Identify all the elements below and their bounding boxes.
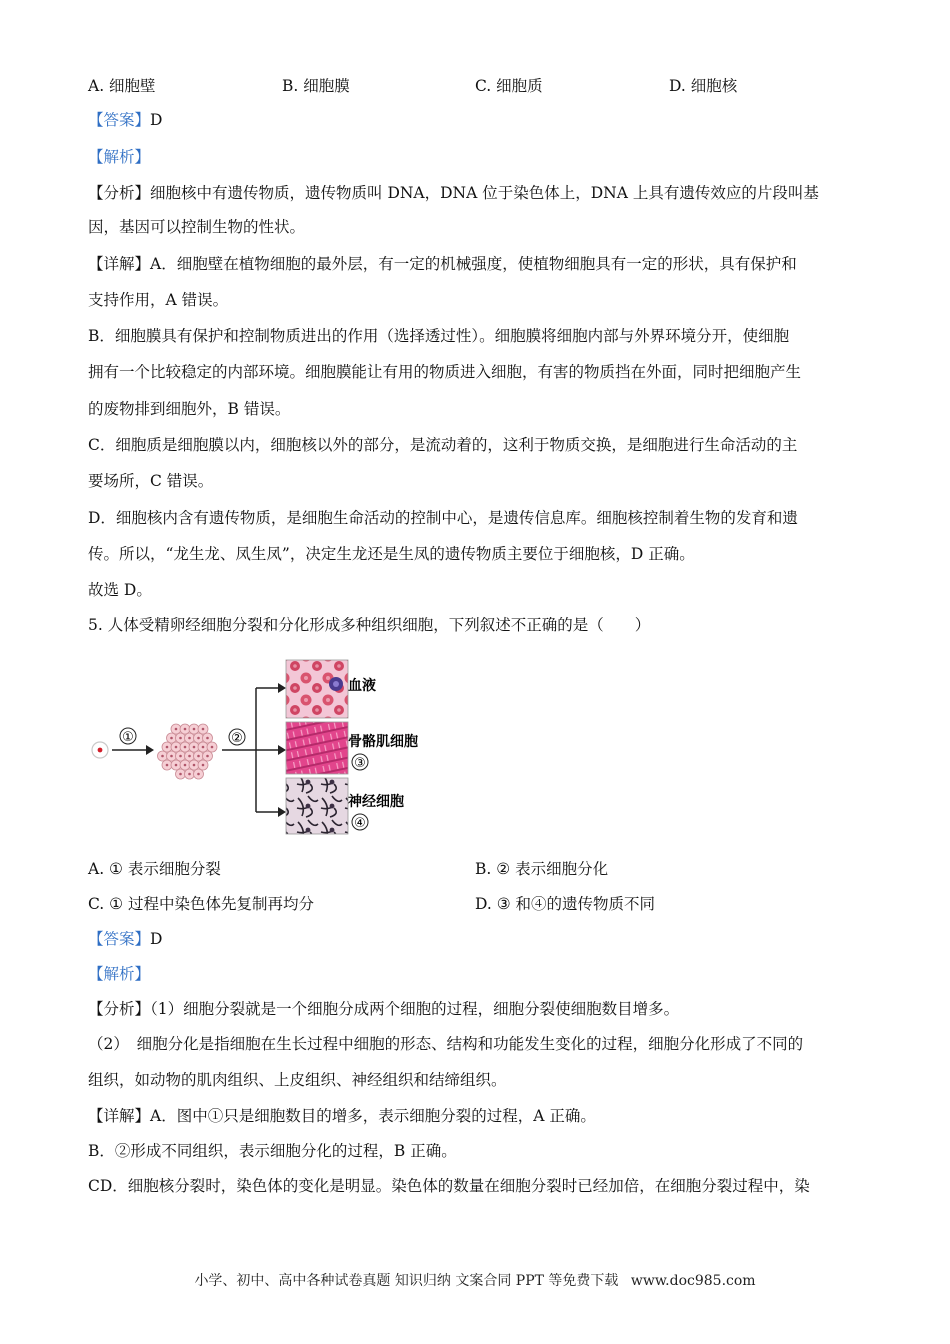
- label-nerve-num: ④: [354, 816, 366, 831]
- label-nerve: 神经细胞: [348, 794, 404, 810]
- zygote-icon: [92, 742, 108, 758]
- cell-differentiation-figure: [80, 650, 480, 840]
- q4-conclusion: 故选 D。: [88, 581, 152, 599]
- cluster-cell-nucleus: [193, 746, 196, 749]
- xiangjie-tag: 【详解】: [88, 1107, 151, 1125]
- cluster-cell-nucleus: [161, 755, 164, 758]
- q4-detail-b-line3: 的废物排到细胞外，B 错误。: [88, 400, 291, 418]
- cluster-cell-nucleus: [175, 746, 178, 749]
- label-muscle-num: ③: [354, 756, 366, 771]
- cluster-cell-nucleus: [184, 728, 187, 731]
- cluster-cell-nucleus: [197, 737, 200, 740]
- label-muscle: 骨骼肌细胞: [348, 734, 418, 750]
- q5-option-d: D. ③ 和④的遗传物质不同: [475, 895, 656, 913]
- fenxi-tag: 【分析】: [88, 184, 151, 202]
- footer-url[interactable]: www.doc985.com: [630, 1273, 756, 1289]
- cluster-cell-nucleus: [179, 737, 182, 740]
- cluster-cell-nucleus: [202, 728, 205, 731]
- q4-detail-b-line1: B．细胞膜具有保护和控制物质进出的作用（选择透过性）。细胞膜将细胞内部与外界环境分开，使细胞: [88, 327, 790, 345]
- cluster-cell-nucleus: [166, 764, 169, 767]
- q5-option-b: B. ② 表示细胞分化: [475, 860, 609, 878]
- nerve-image: [286, 778, 348, 834]
- xiangjie-tag: 【详解】: [88, 255, 151, 273]
- q5-fenxi-line1: [88, 999, 679, 1019]
- footer-text: 小学、初中、高中各种试卷真题 知识归纳 文案合同 PPT 等免费下载: [194, 1273, 619, 1289]
- cluster-cell-nucleus: [179, 773, 182, 776]
- cluster-cell-nucleus: [197, 773, 200, 776]
- cluster-cell-nucleus: [175, 764, 178, 767]
- q4-detail-a-line2: 支持作用，A 错误。: [88, 291, 229, 309]
- q5-option-c: C. ① 过程中染色体先复制再均分: [88, 895, 314, 913]
- q4-option-b: B. 细胞膜: [282, 77, 350, 95]
- cell-cluster: [158, 724, 218, 779]
- q5-answer: [88, 929, 162, 949]
- q5-fenxi-line3: 组织，如动物的肌肉组织、上皮组织、神经组织和结缔组织。: [88, 1071, 507, 1089]
- cluster-cell-nucleus: [211, 746, 214, 749]
- q4-detail-b-line2: 拥有一个比较稳定的内部环境。细胞膜能让有用的物质进入细胞，有害的物质挡在外面，同时把细胞产生: [88, 363, 802, 381]
- q5-analysis-tag: 【解析】: [88, 965, 151, 983]
- q4-answer: [88, 110, 162, 130]
- answer-tag: 【答案】: [88, 930, 151, 948]
- answer-tag: 【答案】: [88, 111, 151, 129]
- cluster-cell-nucleus: [179, 755, 182, 758]
- q4-detail-c-line1: C．细胞质是细胞膜以内，细胞核以外的部分，是流动着的，这利于物质交换，是细胞进行生命活动的主: [88, 436, 798, 454]
- q4-fenxi-line2: 因，基因可以控制生物的性状。: [88, 218, 306, 236]
- answer-value: D: [150, 930, 163, 948]
- cluster-cell-nucleus: [188, 773, 191, 776]
- q4-fenxi-line1: [88, 183, 819, 203]
- q4-option-d: D. 细胞核: [669, 77, 738, 95]
- cluster-cell-nucleus: [202, 764, 205, 767]
- cluster-cell-nucleus: [188, 755, 191, 758]
- muscle-image: [286, 722, 348, 774]
- q4-detail-d-line1: D．细胞核内含有遗传物质，是细胞生命活动的控制中心，是遗传信息库。细胞核控制着生物的发育和遗: [88, 509, 798, 527]
- answer-value: D: [150, 111, 163, 129]
- cluster-cell-nucleus: [206, 737, 209, 740]
- fenxi-tag: 【分析】: [88, 1000, 151, 1018]
- cluster-cell-nucleus: [184, 746, 187, 749]
- q5-fenxi-line2: （2） 细胞分化是指细胞在生长过程中细胞的形态、结构和功能发生变化的过程，细胞分化形成了不同的: [88, 1035, 804, 1053]
- q4-option-a: A. 细胞壁: [88, 77, 156, 95]
- q5-option-a: A. ① 表示细胞分裂: [88, 860, 221, 878]
- cluster-cell-nucleus: [197, 755, 200, 758]
- q5-stem: 5. 人体受精卵经细胞分裂和分化形成多种组织细胞，下列叙述不正确的是（ ）: [88, 616, 651, 634]
- detail-text: A．细胞壁在植物细胞的最外层，有一定的机械强度，使植物细胞具有一定的形状，具有保护和: [150, 255, 797, 273]
- fenxi-text: 细胞核中有遗传物质，遗传物质叫 DNA，DNA 位于染色体上，DNA 上具有遗传效应的片段叫基: [150, 184, 819, 202]
- q4-option-c: C. 细胞质: [475, 77, 543, 95]
- detail-text: A．图中①只是细胞数目的增多，表示细胞分裂的过程，A 正确。: [150, 1107, 596, 1125]
- step1-label: ①: [122, 730, 134, 745]
- q5-detail-cd: CD．细胞核分裂时，染色体的变化是明显。染色体的数量在细胞分裂时已经加倍，在细胞分裂过程中，染: [88, 1177, 810, 1195]
- q5-detail-a: [88, 1106, 596, 1126]
- cluster-cell-nucleus: [193, 728, 196, 731]
- step2-label: ②: [231, 731, 243, 746]
- fenxi-text: （1）细胞分裂就是一个细胞分成两个细胞的过程，细胞分裂使细胞数目增多。: [150, 1000, 680, 1018]
- cluster-cell-nucleus: [188, 737, 191, 740]
- footer: [0, 1270, 950, 1290]
- label-blood: 血液: [348, 678, 376, 694]
- q4-detail-a-line1: [88, 254, 797, 274]
- q4-analysis-tag: 【解析】: [88, 148, 151, 166]
- cluster-cell-nucleus: [175, 728, 178, 731]
- cluster-cell-nucleus: [170, 737, 173, 740]
- q5-detail-b: B．②形成不同组织，表示细胞分化的过程，B 正确。: [88, 1142, 457, 1160]
- cluster-cell-nucleus: [184, 764, 187, 767]
- cluster-cell-nucleus: [206, 755, 209, 758]
- q4-detail-c-line2: 要场所，C 错误。: [88, 472, 214, 490]
- cluster-cell-nucleus: [170, 755, 173, 758]
- cluster-cell-nucleus: [193, 764, 196, 767]
- q4-detail-d-line2: 传。所以，“龙生龙、凤生凤”，决定生龙还是生凤的遗传物质主要位于细胞核，D 正确。: [88, 545, 695, 563]
- cluster-cell-nucleus: [202, 746, 205, 749]
- cluster-cell-nucleus: [166, 746, 169, 749]
